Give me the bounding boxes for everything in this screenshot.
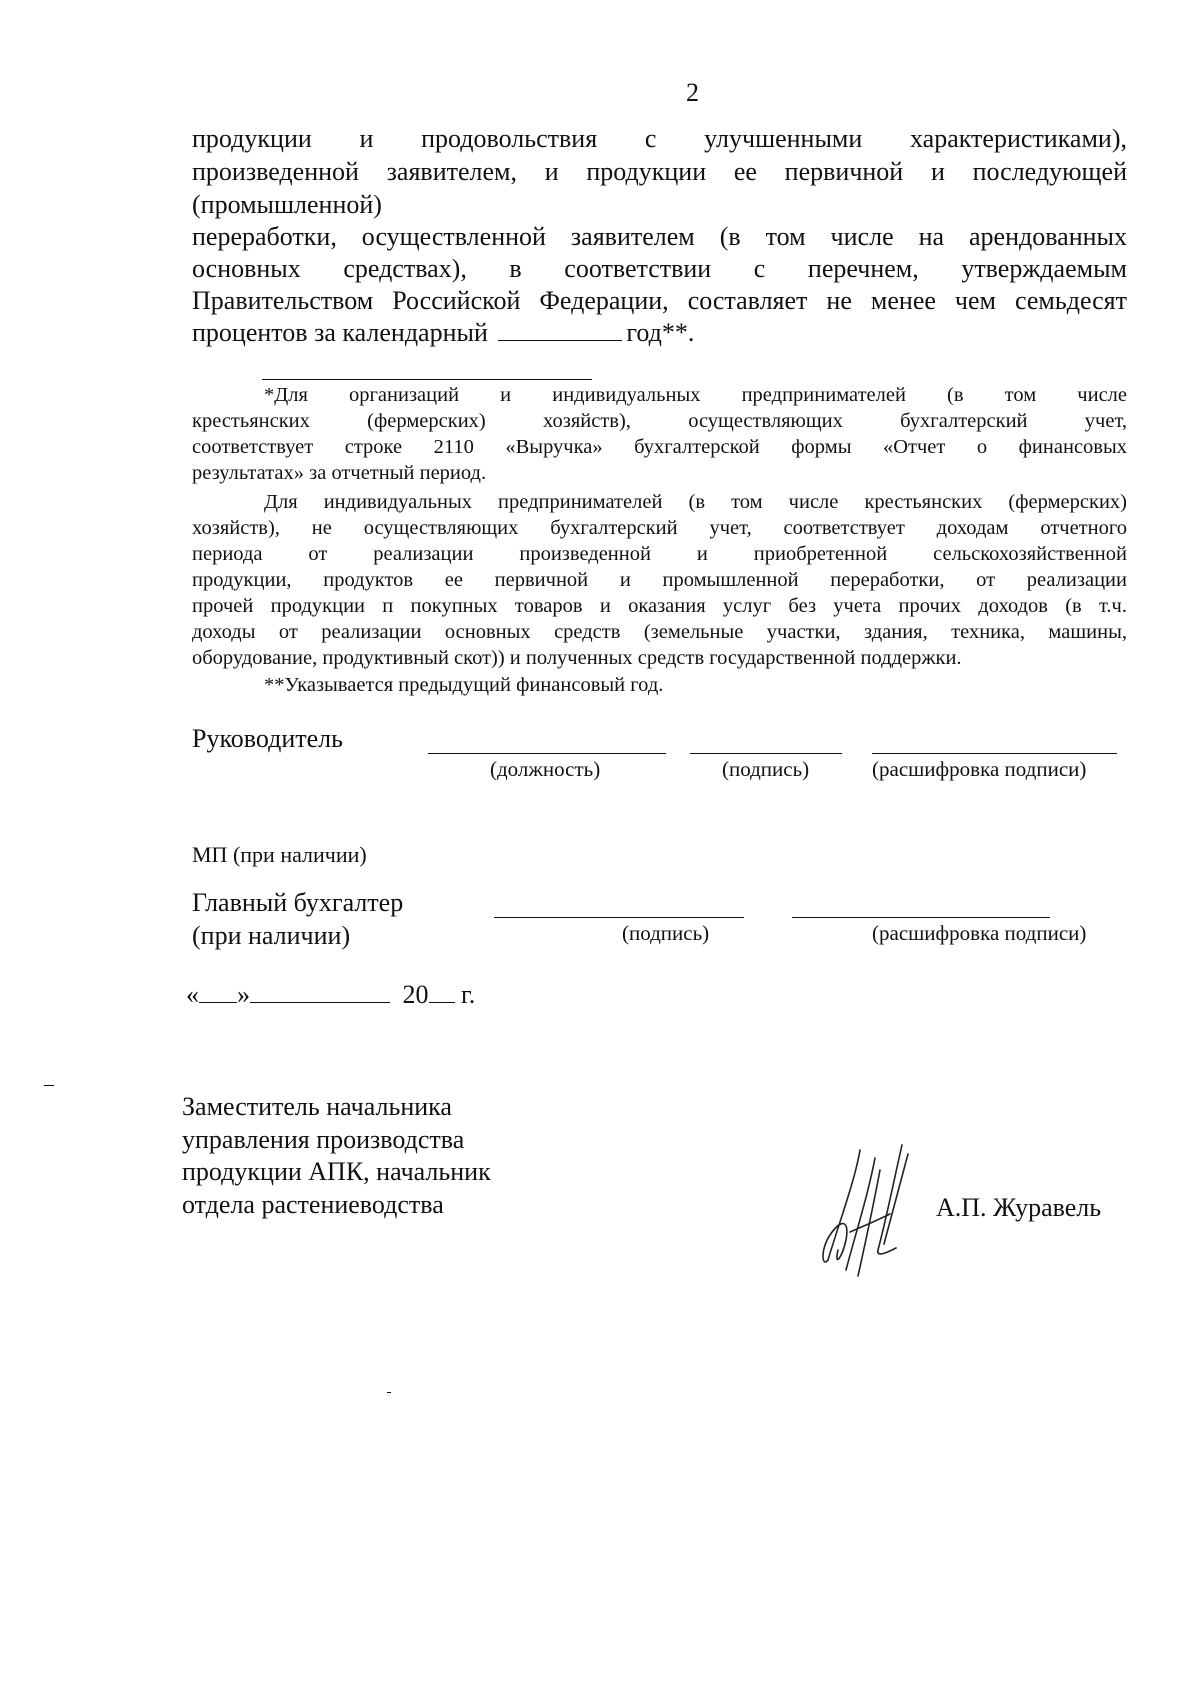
footnote-1-line-2: крестьянских (фермерских) хозяйств), осуществляющих бухгалтерский учет, <box>192 410 1127 432</box>
date-year-field[interactable] <box>429 980 455 1003</box>
signatory-name: А.П. Журавель <box>936 1193 1102 1222</box>
date-day-field[interactable] <box>199 980 237 1003</box>
date-line <box>186 980 475 1010</box>
accountant-decoding-caption: (расшифровка подписи) <box>872 921 1087 945</box>
position-caption: (должность) <box>490 757 601 781</box>
scan-mark-bottom <box>387 1392 391 1393</box>
head-label: Руководитель <box>192 724 343 753</box>
scan-mark-left <box>44 1085 54 1086</box>
accountant-signature-line[interactable] <box>494 917 744 918</box>
head-decoding-line[interactable] <box>872 753 1117 754</box>
footnote-2-line-3: периода от реализации произведенной и приобретенной сельскохозяйственной <box>192 543 1127 565</box>
stamp-label: МП (при наличии) <box>192 842 367 867</box>
signatory-title-line-1: Заместитель начальника <box>182 1092 452 1121</box>
head-decoding-caption: (расшифровка подписи) <box>872 757 1087 781</box>
date-year-prefix: 20 <box>402 980 429 1009</box>
date-year-suffix: г. <box>461 980 476 1009</box>
accountant-decoding-line[interactable] <box>792 917 1050 918</box>
body-line-3: (промышленной) <box>192 190 382 219</box>
body-line-4: переработки, осуществленной заявителем (в том числе на арендованных <box>192 222 1127 251</box>
footnote-separator <box>262 379 592 380</box>
footnote-2-line-5: прочей продукции п покупных товаров и оказания услуг без учета прочих доходов (в т.ч. <box>192 595 1127 617</box>
handwritten-signature <box>820 1140 930 1280</box>
footnote-1-line-1: *Для организаций и индивидуальных предпринимателей (в том числе <box>264 384 1127 406</box>
body-line-7 <box>192 318 1127 348</box>
body-line-6: Правительством Российской Федерации, составляет не менее чем семьдесят <box>192 286 1127 315</box>
position-line[interactable] <box>428 753 666 754</box>
chief-accountant-note: (при наличии) <box>192 921 351 950</box>
page-number: 2 <box>686 78 699 107</box>
signatory-title-line-2: управления производства <box>182 1125 465 1154</box>
head-signature-caption: (подпись) <box>722 757 810 781</box>
chief-accountant-label: Главный бухгалтер <box>192 888 404 917</box>
footnote-2-line-7: оборудование, продуктивный скот)) и полученных средств государственной поддержки. <box>192 647 962 669</box>
footnote-2-line-6: доходы от реализации основных средств (земельные участки, здания, техника, машины, <box>192 621 1127 643</box>
body-line-2: произведенной заявителем, и продукции ее первичной и последующей <box>192 157 1127 186</box>
body-line-1: продукции и продовольствия с улучшенными характеристиками), <box>192 124 1127 153</box>
body-line-5: основных средствах), в соответствии с перечнем, утверждаемым <box>192 254 1127 283</box>
date-month-field[interactable] <box>250 980 390 1003</box>
date-close-quote: » <box>237 980 250 1009</box>
signatory-title-line-3: продукции АПК, начальник <box>182 1157 491 1186</box>
head-signature-line[interactable] <box>690 753 842 754</box>
footnote-2-line-2: хозяйств), не осуществляющих бухгалтерский учет, соответствует доходам отчетного <box>192 517 1127 539</box>
footnote-1-line-4: результатах» за отчетный период. <box>192 462 487 484</box>
calendar-year-suffix: год**. <box>626 318 695 347</box>
footnote-2-line-1: Для индивидуальных предпринимателей (в том числе крестьянских (фермерских) <box>264 491 1127 513</box>
footnote-2-line-4: продукции, продуктов ее первичной и промышленной переработки, от реализации <box>192 569 1127 591</box>
accountant-signature-caption: (подпись) <box>622 921 710 945</box>
date-open-quote: « <box>186 980 199 1009</box>
footnote-3: **Указывается предыдущий финансовый год. <box>264 674 664 696</box>
footnote-1-line-3: соответствует строке 2110 «Выручка» бухгалтерской формы «Отчет о финансовых <box>192 436 1127 458</box>
signatory-title-line-4: отдела растениеводства <box>182 1190 444 1219</box>
year-blank-field[interactable] <box>498 318 622 341</box>
calendar-year-prefix: процентов за календарный <box>192 318 488 347</box>
